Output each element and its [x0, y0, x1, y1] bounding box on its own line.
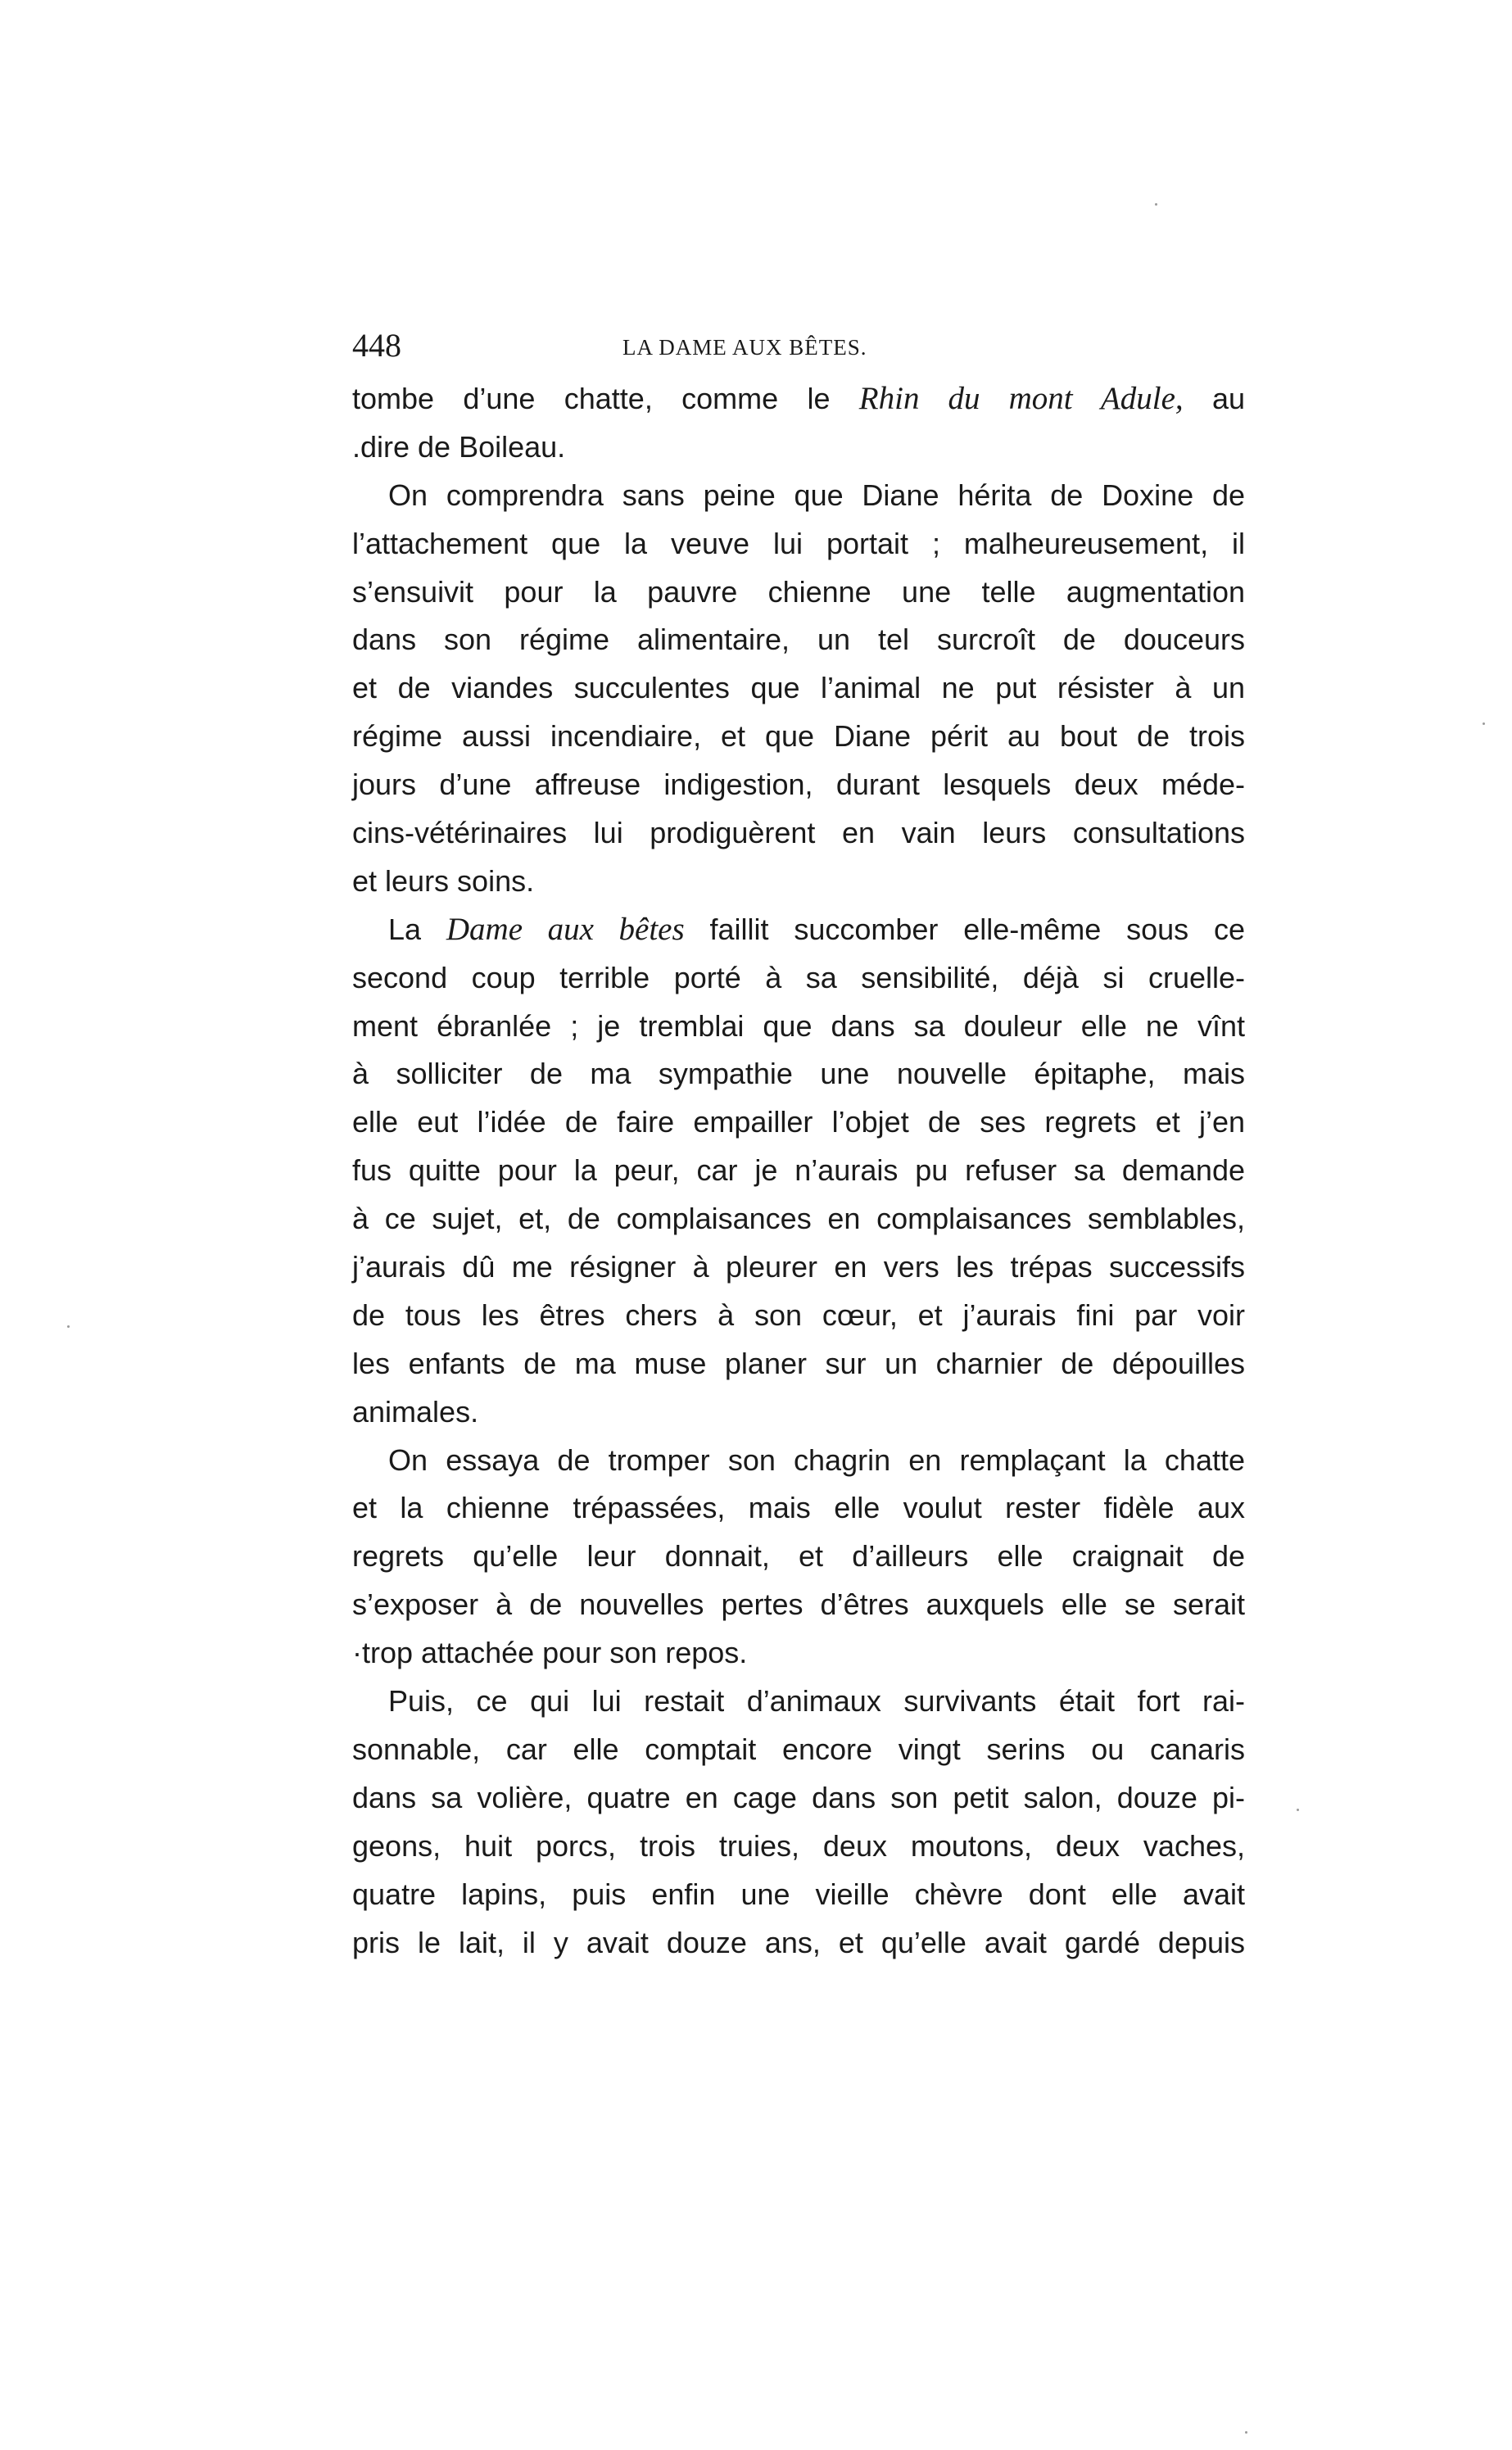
line-text: tombe d’une chatte, comme le [352, 382, 859, 415]
text-line: les enfants de ma muse planer sur un charnier de dépouilles [352, 1346, 1245, 1380]
scan-speck [1245, 2431, 1247, 2434]
paragraph-start: On essaya de tromper son chagrin en remplaçant la chatte [388, 1442, 1245, 1477]
page-number: 448 [352, 327, 401, 364]
text-line: pris le lait, il y avait douze ans, et qu’elle avait gardé depuis [352, 1925, 1245, 1959]
text-line: animales. [352, 1394, 479, 1429]
text-line: à ce sujet, et, de complaisances en complaisances semblables, [352, 1202, 1245, 1236]
text-line: s’exposer à de nouvelles pertes d’êtres auxquels elle se serait [352, 1587, 1245, 1622]
text-line: et de viandes succulentes que l’animal ne put résister à un [352, 671, 1245, 705]
scan-speck [67, 1325, 70, 1328]
text-line: de tous les êtres chers à son cœur, et j’aurais fini par voir [352, 1297, 1245, 1332]
text-line: et la chienne trépassées, mais elle voulut rester fidèle aux [352, 1491, 1245, 1525]
text-line: dans son régime alimentaire, un tel surcroît de douceurs [352, 623, 1245, 657]
line-text: La [388, 912, 446, 946]
body-text [352, 375, 1245, 1967]
text-line: l’attachement que la veuve lui portait ; malheureusement, il [352, 526, 1245, 560]
text-line: jours d’une affreuse indigestion, durant lesquels deux méde- [352, 768, 1245, 802]
text-line: regrets qu’elle leur donnait, et d’ailleurs elle craignait de [352, 1539, 1245, 1574]
text-line: second coup terrible porté à sa sensibilité, déjà si cruelle- [352, 960, 1245, 994]
page-header [352, 321, 1245, 370]
paragraph-start [352, 906, 1245, 954]
line-text: faillit succomber elle-même sous ce [684, 912, 1246, 946]
italic-title: Dame aux bêtes [446, 911, 685, 947]
paragraph-start: Puis, ce qui lui restait d’animaux survivants était fort rai- [388, 1684, 1245, 1719]
scan-speck [1483, 722, 1485, 725]
text-line: elle eut l’idée de faire empailler l’objet de ses regrets et j’en [352, 1105, 1245, 1139]
text-line: ·trop attachée pour son repos. [352, 1636, 748, 1670]
italic-title: Rhin du mont Adule, [858, 381, 1184, 416]
text-line: dans sa volière, quatre en cage dans son petit salon, douze pi- [352, 1780, 1245, 1814]
text-line: j’aurais dû me résigner à pleurer en vers les trépas successifs [352, 1250, 1245, 1284]
scan-speck [1297, 1809, 1299, 1811]
text-line: à solliciter de ma sympathie une nouvelle épitaphe, mais [352, 1057, 1245, 1091]
text-line: sonnable, car elle comptait encore vingt serins ou canaris [352, 1732, 1245, 1766]
text-line: régime aussi incendiaire, et que Diane périt au bout de trois [352, 719, 1245, 754]
text-line: geons, huit porcs, trois truies, deux moutons, deux vaches, [352, 1828, 1245, 1863]
text-line: quatre lapins, puis enfin une vieille chèvre dont elle avait [352, 1877, 1245, 1911]
text-line: ment ébranlée ; je tremblai que dans sa douleur elle ne vînt [352, 1008, 1245, 1043]
text-line [352, 375, 1245, 423]
text-line: cins-vétérinaires lui prodiguèrent en vain leurs consultations [352, 816, 1245, 850]
text-line: fus quitte pour la peur, car je n’aurais pu refuser sa demande [352, 1153, 1245, 1188]
text-line: s’ensuivit pour la pauvre chienne une telle augmentation [352, 574, 1245, 609]
scan-speck [1155, 203, 1157, 206]
paragraph-start: On comprendra sans peine que Diane hérita de Doxine de [388, 478, 1245, 512]
text-line: .dire de Boileau. [352, 429, 566, 464]
running-head: LA DAME AUX BÊTES. [622, 335, 867, 360]
line-text: au [1183, 382, 1245, 415]
text-line: et leurs soins. [352, 863, 535, 898]
